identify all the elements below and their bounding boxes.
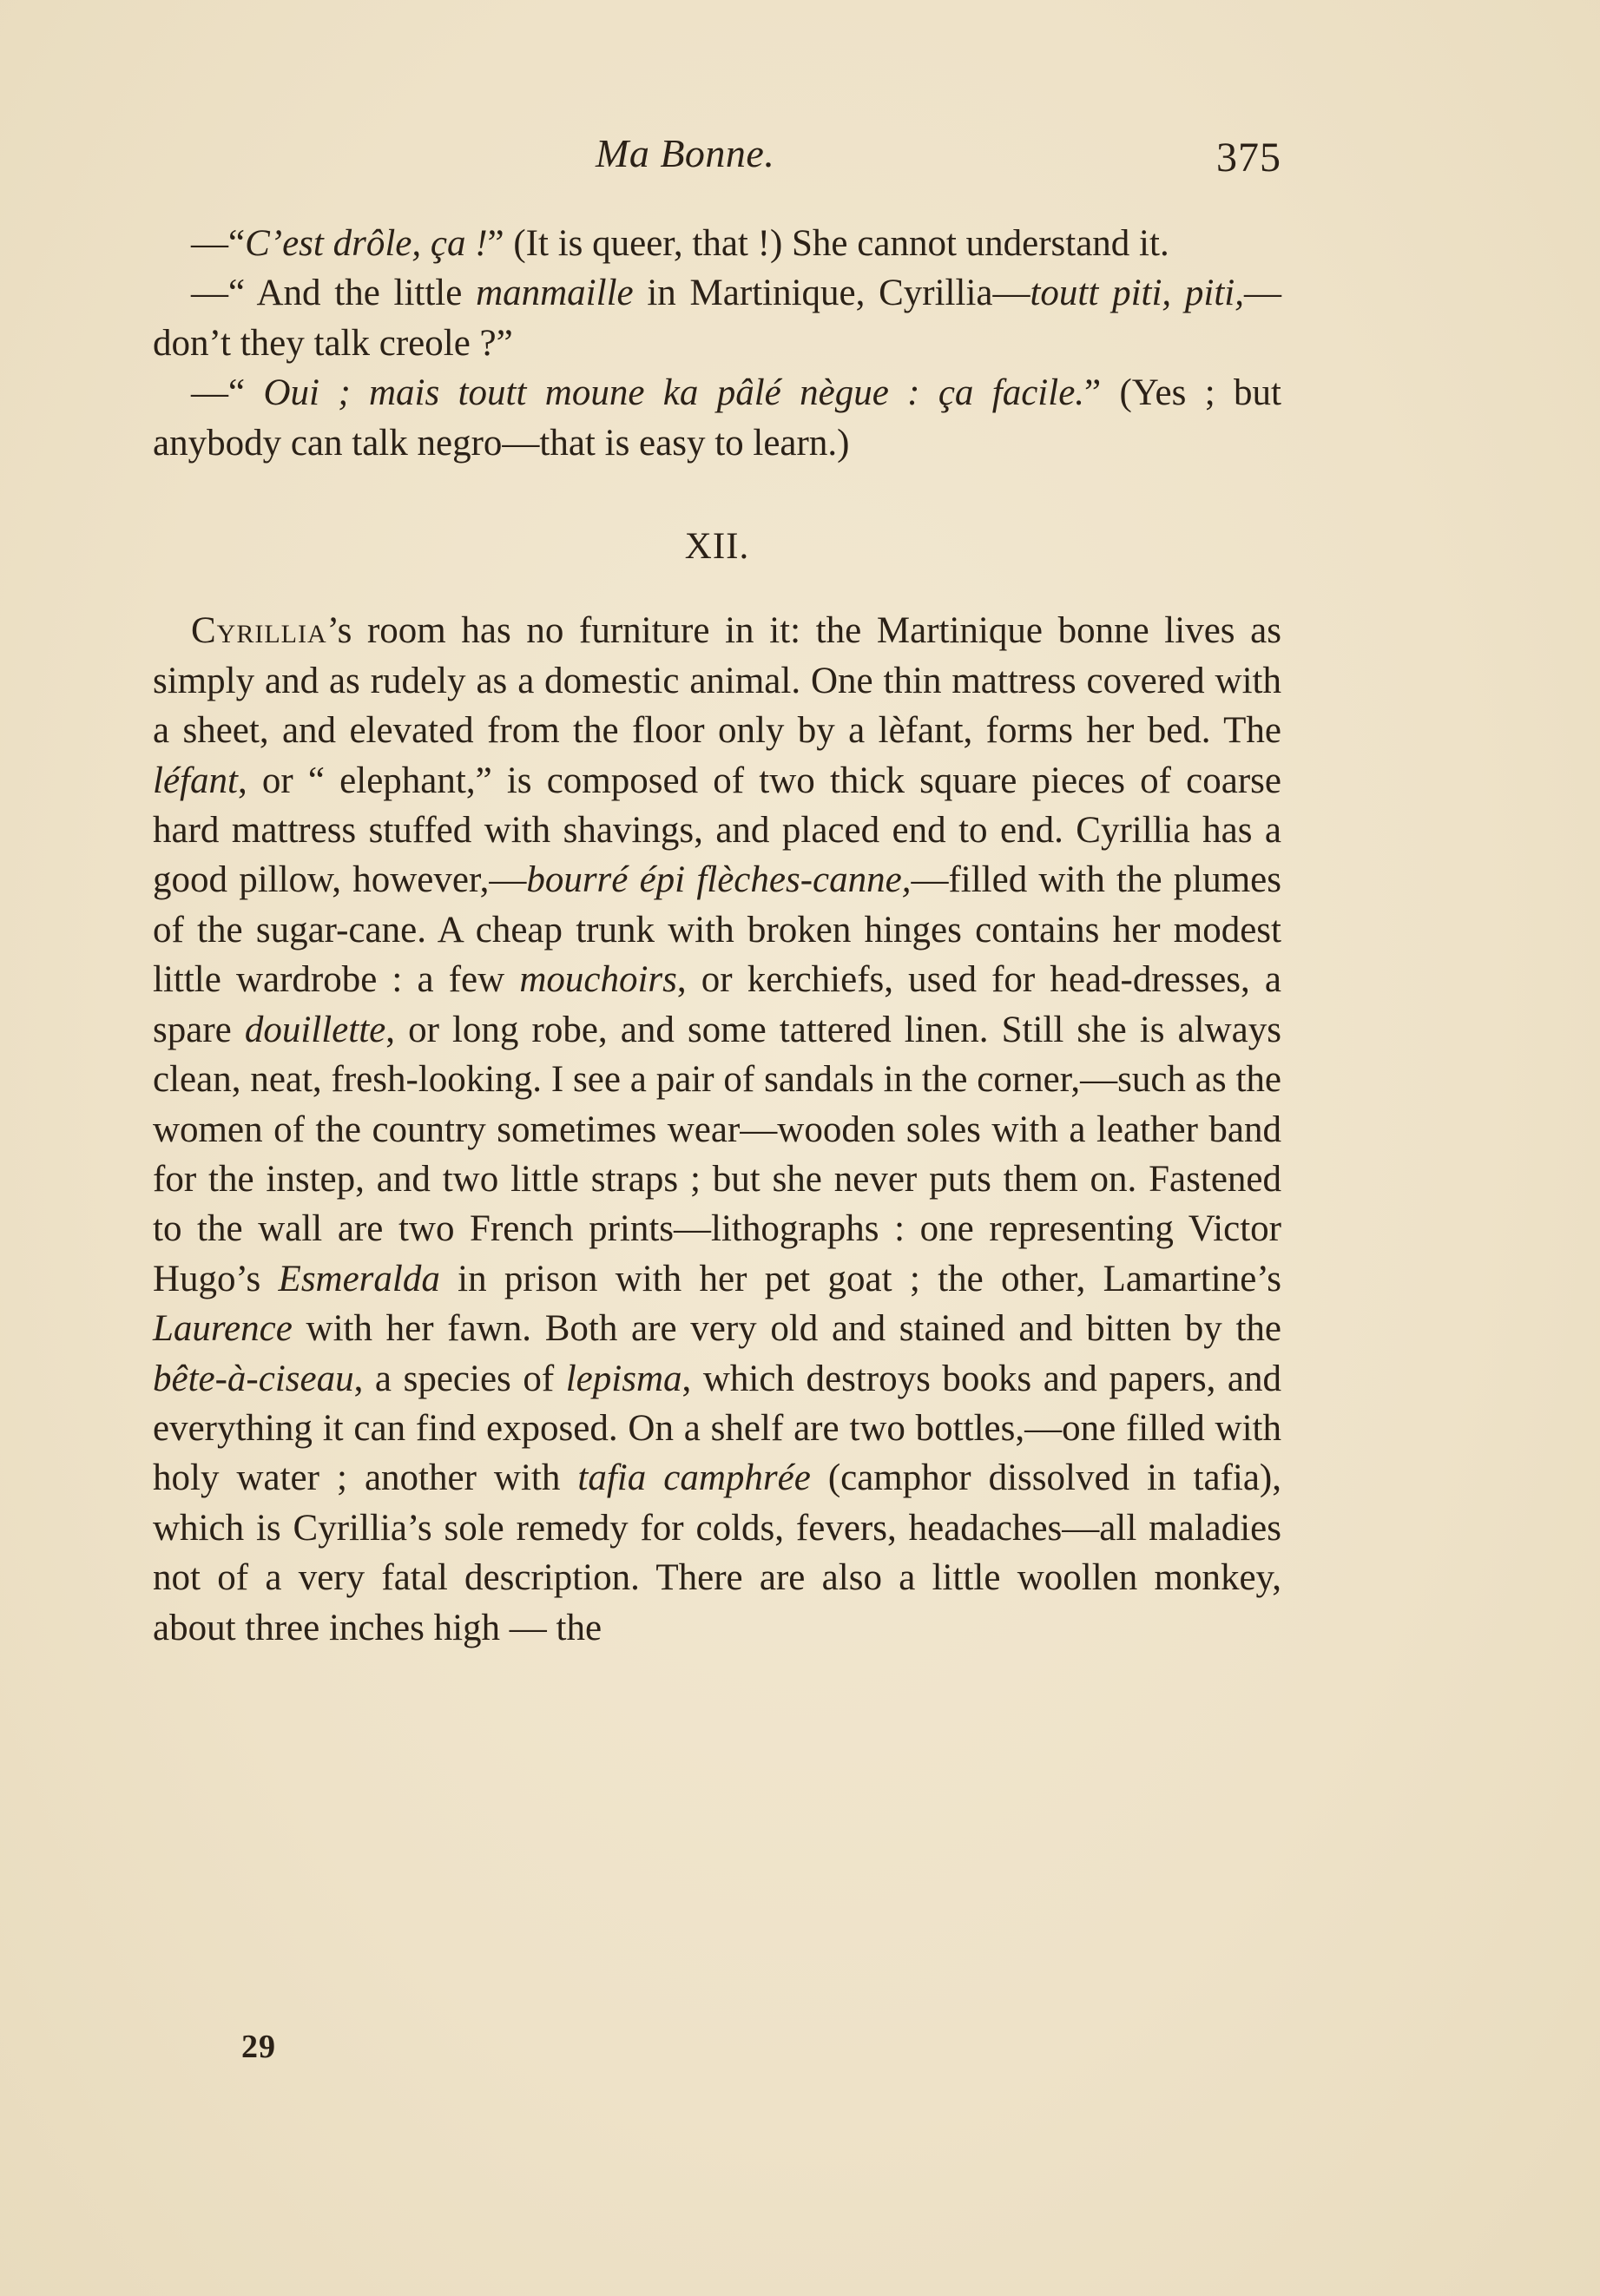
italic-text: manmaille <box>476 273 634 314</box>
section-heading: XII. <box>684 526 750 568</box>
main-paragraph <box>153 606 1281 1653</box>
text-run: ” (Yes ; but anybody can talk negro—that is easy to learn.) <box>153 372 1281 464</box>
small-caps-text: Cyrillia <box>191 610 327 652</box>
text-run: with her fawn. Both are very old and stained and bitten by the <box>292 1308 1281 1350</box>
body-text <box>153 219 1281 1653</box>
text-run: , or kerchiefs, used for head-dresses, a spare <box>153 959 1281 1050</box>
italic-text: Laurence <box>153 1308 293 1350</box>
page-header <box>153 130 1281 191</box>
signature-mark: 29 <box>241 2029 276 2065</box>
italic-text: douillette <box>244 1009 386 1050</box>
page-number: 375 <box>1216 135 1281 181</box>
text-run: —filled with the plumes of the sugar-cane. A cheap trunk with broken hinges contains her modest little wardrobe : a few <box>153 859 1281 1001</box>
text-run: in Martinique, Cyrillia— <box>633 273 1030 314</box>
text-run: , a species of <box>353 1358 566 1399</box>
italic-text: toutt piti, piti, <box>1030 273 1244 314</box>
text-run: —“ <box>191 372 264 414</box>
text-run: (camphor dissolved in tafia), which is Cyrillia’s sole remedy for colds, fevers, headaches—all maladies not of a very fatal description. There are also a little woollen monkey, about three inches high — the <box>153 1457 1281 1648</box>
italic-text: C’est drôle, ça ! <box>245 223 488 264</box>
text-run: —don’t they talk creole ?” <box>153 273 1281 364</box>
dialogue-paragraph <box>153 219 1281 268</box>
text-run: ” (It is queer, that !) She cannot understand it. <box>487 223 1169 264</box>
running-title: Ma Bonne. <box>596 131 775 175</box>
dialogue-paragraph <box>153 368 1281 468</box>
italic-text: lepisma <box>565 1358 682 1399</box>
text-run: —“ <box>191 223 246 264</box>
italic-text: Oui ; mais toutt moune ka pâlé nègue : ça facile. <box>263 372 1085 414</box>
text-run: —“ And the little <box>191 273 477 314</box>
text-run: , which destroys books and papers, and everything it can find exposed. On a shelf are two bottles,—one filled with holy water ; another with <box>153 1358 1281 1499</box>
text-run: in prison with her pet goat ; the other, Lamartine’s <box>439 1258 1281 1299</box>
italic-text: léfant <box>153 760 238 801</box>
text-run: ’s room has no furniture in it: the Martinique bonne lives as simply and as rudely as a domestic animal. One thin mattress covered with a sheet, and elevated from the floor only by a lèfant, forms her bed. The <box>153 610 1281 752</box>
text-run: , or long robe, and some tattered linen. Still she is always clean, neat, fresh-looking. I see a pair of sandals in the corner,—such as the women of the country sometimes wear—wooden soles with a leather band for the instep, and two little straps ; but she never puts them on. Fastened to the wall are two French prints—lithographs : one representing Victor Hugo’s <box>153 1009 1281 1299</box>
text-run: , or “ elephant,” is composed of two thick square pieces of coarse hard mattress stuffed with shavings, and placed end to end. Cyrillia has a good pillow, however,— <box>153 760 1281 901</box>
italic-text: bourré épi flèches-canne, <box>526 859 912 901</box>
italic-text: Esmeralda <box>278 1258 440 1299</box>
italic-text: mouchoirs <box>519 959 677 1001</box>
italic-text: bête-à-ciseau <box>153 1358 354 1399</box>
italic-text: tafia camphrée <box>577 1457 811 1499</box>
dialogue-paragraph <box>153 268 1281 368</box>
